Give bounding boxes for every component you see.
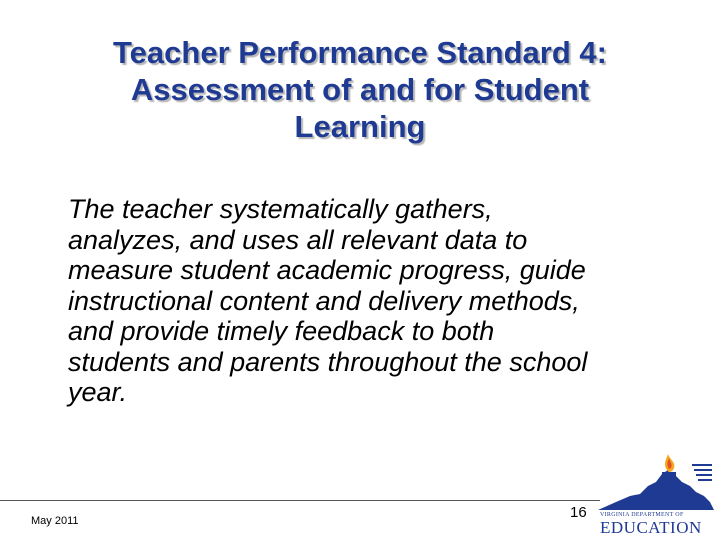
- slide-body: [68, 194, 698, 408]
- virginia-doe-logo: [596, 452, 720, 540]
- body-line: The teacher systematically gathers,: [68, 194, 493, 224]
- body-line: and provide timely feedback to both: [68, 316, 495, 346]
- logo-text-education: EDUCATION: [600, 518, 702, 537]
- body-line: analyzes, and uses all relevant data to: [68, 224, 528, 255]
- body-line: year.: [68, 377, 128, 407]
- footer-divider: [0, 500, 600, 501]
- footer-date: May 2011: [31, 515, 79, 527]
- title-line: Learning: [294, 109, 426, 144]
- page-number: 16: [570, 504, 587, 521]
- title-line: Assessment of and for Student: [130, 72, 590, 107]
- torch-and-state-icon: [596, 452, 720, 512]
- title-line: Teacher Performance Standard 4:: [113, 35, 607, 70]
- body-line: measure student academic progress, guide: [68, 255, 586, 285]
- logo-text-department: VIRGINIA DEPARTMENT OF: [600, 512, 684, 518]
- slide-title: [40, 34, 680, 145]
- body-line: students and parents throughout the school: [68, 346, 588, 377]
- body-line: instructional content and delivery methods,: [68, 285, 580, 316]
